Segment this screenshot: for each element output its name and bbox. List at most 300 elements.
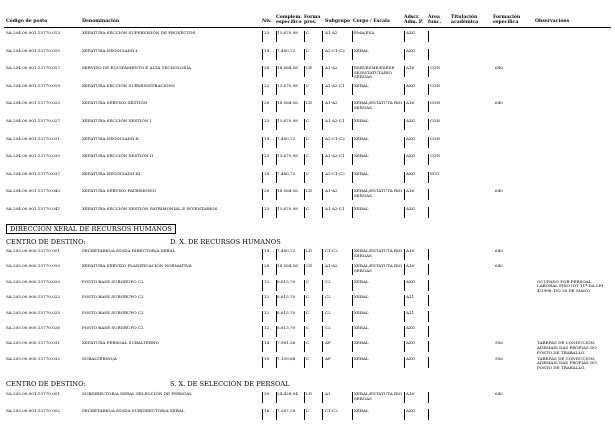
cell-corpo: XERAL bbox=[354, 153, 369, 159]
cell-name: XEFATURA SECCIÓN SUPERVISIÓN DE PROXECTOS bbox=[82, 30, 196, 35]
cell-niv: 28 bbox=[264, 65, 270, 71]
header-titulacion: Titulación académica bbox=[451, 15, 479, 25]
column-divider bbox=[352, 409, 353, 420]
column-divider bbox=[404, 392, 405, 403]
cell-comp: 6.615,70 bbox=[277, 325, 296, 330]
cell-comp: 6.615,70 bbox=[277, 294, 296, 300]
cell-niv: 23 bbox=[264, 30, 270, 35]
column-divider bbox=[262, 66, 263, 77]
cell-name: XEFATURA SECCIÓN XESTIÓN I bbox=[82, 118, 152, 123]
column-divider bbox=[428, 341, 429, 352]
column-divider bbox=[276, 264, 277, 275]
cell-sub: C2 bbox=[325, 309, 331, 315]
cell-name: SECRETARIO/A DO/DA DIRECTOR/A XERAL bbox=[82, 248, 176, 253]
cell-forma: CE bbox=[306, 263, 313, 269]
column-divider bbox=[322, 295, 323, 306]
cell-sub: AP bbox=[325, 340, 331, 346]
column-divider bbox=[322, 189, 323, 200]
cell-forma: C bbox=[306, 206, 310, 211]
column-divider bbox=[352, 264, 353, 275]
column-divider bbox=[352, 189, 353, 200]
cell-adscr: A11 bbox=[406, 309, 415, 315]
column-divider bbox=[262, 172, 263, 183]
cell-comp: 7.981,26 bbox=[277, 340, 296, 346]
cell-code: SA.204.00.001.13770.013 bbox=[6, 30, 60, 35]
column-divider bbox=[352, 326, 353, 337]
column-divider bbox=[276, 392, 277, 403]
cell-adscr: A16 bbox=[406, 65, 415, 71]
cell-code: SA.205.00.000.13770.026 bbox=[6, 325, 60, 330]
column-divider bbox=[276, 207, 277, 218]
cell-corpo: XERAL bbox=[354, 278, 369, 284]
column-divider bbox=[276, 84, 277, 95]
centro-label: CENTRO DE DESTINO: bbox=[6, 238, 86, 246]
header-formacion: Formación específica bbox=[493, 15, 521, 25]
cell-corpo: XERAL/ESTATUTA RIO SERGAS bbox=[354, 391, 403, 401]
cell-adscr: AXG bbox=[406, 47, 416, 53]
cell-niv: 28 bbox=[264, 100, 270, 106]
cell-sub: A1-A2-C1 bbox=[325, 118, 345, 123]
cell-adscr: A16 bbox=[406, 391, 415, 396]
cell-form: 956 bbox=[495, 355, 503, 361]
column-divider bbox=[404, 101, 405, 112]
column-divider bbox=[322, 172, 323, 183]
cell-area: CON bbox=[430, 100, 441, 106]
cell-adscr: AXG bbox=[406, 82, 416, 88]
cell-corpo: XERAL/ESTATUTA RIO SERGAS bbox=[354, 248, 403, 258]
column-divider bbox=[322, 280, 323, 291]
cell-name: XEFATURA NEGOCIADO III bbox=[82, 170, 141, 176]
column-divider bbox=[262, 189, 263, 200]
cell-code: SA.205.00.000.13770.010 bbox=[6, 263, 60, 269]
column-divider bbox=[322, 66, 323, 77]
cell-forma: C bbox=[306, 278, 310, 284]
column-divider bbox=[322, 207, 323, 218]
cell-adscr: A16 bbox=[406, 188, 415, 194]
column-divider bbox=[322, 49, 323, 60]
column-divider bbox=[276, 49, 277, 60]
cell-corpo: XERAL bbox=[354, 325, 369, 330]
column-divider bbox=[262, 119, 263, 130]
column-divider bbox=[304, 84, 305, 95]
column-divider bbox=[322, 357, 323, 368]
column-divider bbox=[276, 66, 277, 77]
cell-comp: 24.428,04 bbox=[277, 391, 298, 396]
column-divider bbox=[304, 409, 305, 420]
cell-niv: 18 bbox=[264, 47, 270, 53]
header-area: Área func. bbox=[428, 15, 442, 25]
cell-forma: C bbox=[306, 294, 310, 300]
column-divider bbox=[322, 392, 323, 403]
column-divider bbox=[352, 295, 353, 306]
cell-corpo: XERAL/ESTATUTA RIO SERGAS bbox=[354, 263, 403, 273]
cell-comp: 7.480,72 bbox=[277, 47, 296, 53]
column-divider bbox=[276, 154, 277, 165]
column-divider bbox=[262, 264, 263, 275]
column-divider bbox=[262, 207, 263, 218]
cell-forma: C bbox=[306, 118, 310, 123]
column-divider bbox=[404, 84, 405, 95]
column-divider bbox=[262, 280, 263, 291]
column-divider bbox=[428, 249, 429, 260]
column-divider bbox=[322, 84, 323, 95]
column-divider bbox=[404, 207, 405, 218]
cell-comp: 13.670,98 bbox=[277, 30, 298, 35]
column-divider bbox=[304, 172, 305, 183]
cell-niv: 12 bbox=[264, 309, 270, 315]
cell-niv: 23 bbox=[264, 206, 270, 211]
column-divider bbox=[322, 341, 323, 352]
cell-forma: C bbox=[306, 82, 310, 88]
column-divider bbox=[404, 49, 405, 60]
column-divider bbox=[352, 154, 353, 165]
cell-code: SA.204.00.001.13770.043 bbox=[6, 188, 60, 194]
cell-name: SERVIZO DE EQUIPAMENTO E ALTA TECNOLOXÍA bbox=[82, 65, 191, 71]
column-divider bbox=[352, 66, 353, 77]
cell-adscr: AXG bbox=[406, 355, 416, 361]
cell-comp: 18.564,56 bbox=[277, 65, 298, 71]
header-denominacion: Denominación bbox=[82, 19, 120, 24]
cell-forma: C bbox=[306, 47, 310, 53]
column-divider bbox=[404, 264, 405, 275]
cell-form: 640 bbox=[495, 188, 503, 194]
cell-niv: 18 bbox=[264, 170, 270, 176]
column-divider bbox=[304, 154, 305, 165]
cell-name: XEFATURA SERVIZO XESTIÓN bbox=[82, 100, 148, 106]
cell-code: SA.205.00.000.13770.022 bbox=[6, 294, 60, 300]
cell-form: 640 bbox=[495, 65, 503, 71]
cell-niv: 18 bbox=[264, 248, 270, 253]
column-divider bbox=[304, 264, 305, 275]
cell-name: XEFATURA SECCIÓN SUBMINISTRACIÓNS bbox=[82, 82, 175, 88]
cell-niv: 12 bbox=[264, 294, 270, 300]
column-divider bbox=[404, 31, 405, 42]
cell-code: SA.204.00.001.13770.017 bbox=[6, 65, 60, 71]
cell-corpo: XERAL bbox=[354, 82, 369, 88]
column-divider bbox=[404, 137, 405, 148]
cell-sub: C2 bbox=[325, 278, 331, 284]
column-divider bbox=[322, 409, 323, 420]
cell-code: SA.204.00.001.13770.035 bbox=[6, 153, 60, 159]
column-divider bbox=[276, 357, 277, 368]
column-divider bbox=[304, 207, 305, 218]
column-divider bbox=[404, 357, 405, 368]
column-divider bbox=[276, 326, 277, 337]
header-observacions: Observacións bbox=[535, 19, 570, 24]
column-divider bbox=[304, 341, 305, 352]
cell-code: SA.205.00.000.13770.025 bbox=[6, 309, 60, 315]
column-divider bbox=[404, 119, 405, 130]
column-divider bbox=[304, 189, 305, 200]
cell-sub: A1-A2 bbox=[325, 100, 338, 106]
cell-adscr: AXG bbox=[406, 408, 416, 413]
cell-comp: 7.267,28 bbox=[277, 408, 296, 413]
column-divider bbox=[262, 341, 263, 352]
cell-corpo: EME/ESME/ESESE SE/ESTATUTARIO SERGAS bbox=[354, 65, 395, 80]
column-divider bbox=[322, 264, 323, 275]
column-divider bbox=[428, 137, 429, 148]
cell-name: XEFATURA SECCIÓN XESTIÓN II bbox=[82, 153, 154, 159]
cell-sub: A1-A2 bbox=[325, 188, 338, 194]
column-divider bbox=[428, 49, 429, 60]
header-codigo: Código de posto bbox=[6, 19, 48, 24]
cell-code: SA.205.00.000.13770.032 bbox=[6, 355, 60, 361]
cell-forma: LD bbox=[306, 391, 313, 396]
cell-name: POSTO BASE SUBGRUPO C2 bbox=[82, 294, 144, 300]
column-divider bbox=[404, 409, 405, 420]
cell-form: 956 bbox=[495, 340, 503, 346]
column-divider bbox=[428, 280, 429, 291]
cell-sub: A1-A2-C1 bbox=[325, 206, 345, 211]
cell-comp: 7.480,72 bbox=[277, 248, 296, 253]
column-divider bbox=[322, 326, 323, 337]
column-divider bbox=[404, 311, 405, 322]
cell-niv: 12 bbox=[264, 278, 270, 284]
cell-name: XEFATURA NEGOCIADO I bbox=[82, 47, 138, 53]
header-forma: Forma prov. bbox=[304, 15, 321, 25]
header-rule bbox=[4, 27, 611, 28]
column-divider bbox=[428, 311, 429, 322]
cell-adscr: AXG bbox=[406, 325, 416, 330]
cell-comp: 7.109,68 bbox=[277, 355, 296, 361]
cell-adscr: A16 bbox=[406, 263, 415, 269]
cell-comp: 18.564,56 bbox=[277, 263, 298, 269]
cell-forma: C bbox=[306, 170, 310, 176]
column-divider bbox=[404, 172, 405, 183]
column-divider bbox=[262, 295, 263, 306]
cell-comp: 18.564,56 bbox=[277, 188, 298, 194]
column-divider bbox=[428, 392, 429, 403]
cell-forma: C bbox=[306, 30, 310, 35]
cell-forma: C bbox=[306, 309, 310, 315]
cell-name: SUBDIRECTOR/A XERAL SELECCIÓN DE PERSOAL bbox=[82, 391, 192, 396]
column-divider bbox=[428, 295, 429, 306]
column-divider bbox=[404, 295, 405, 306]
cell-niv: 18 bbox=[264, 135, 270, 141]
column-divider bbox=[322, 311, 323, 322]
cell-sub: A1-A2 bbox=[325, 263, 338, 269]
column-divider bbox=[322, 119, 323, 130]
cell-niv: 10 bbox=[264, 355, 270, 361]
cell-corpo: XERAL/ESTATUTA RIO SERGAS bbox=[354, 100, 403, 110]
column-divider bbox=[304, 119, 305, 130]
cell-forma: CE bbox=[306, 100, 313, 106]
centro-destino-1 bbox=[6, 238, 281, 246]
cell-niv: 14 bbox=[264, 340, 270, 346]
cell-niv: 23 bbox=[264, 118, 270, 123]
cell-name: XEFATURA NEGOCIADO II bbox=[82, 135, 139, 141]
column-divider bbox=[304, 295, 305, 306]
column-divider bbox=[262, 357, 263, 368]
column-divider bbox=[276, 341, 277, 352]
column-divider bbox=[276, 249, 277, 260]
cell-area: CON bbox=[430, 82, 441, 88]
column-divider bbox=[304, 49, 305, 60]
cell-obs: TAREFAS DE CONDUCIÓN, ADEMAIS DAS PROPIAS DO POSTO DE TRABALLO. bbox=[537, 340, 597, 355]
column-divider bbox=[404, 154, 405, 165]
cell-sub: C2 bbox=[325, 325, 331, 330]
cell-sub: A1-A2-C1 bbox=[325, 82, 345, 88]
cell-corpo: XERAL bbox=[354, 355, 369, 361]
cell-forma: C bbox=[306, 408, 310, 413]
column-divider bbox=[262, 409, 263, 420]
cell-code: SA.205.00.000.13770.020 bbox=[6, 278, 60, 284]
column-divider bbox=[428, 326, 429, 337]
cell-niv: 28 bbox=[264, 188, 270, 194]
table-row bbox=[0, 409, 615, 433]
column-divider bbox=[404, 326, 405, 337]
cell-comp: 7.480,72 bbox=[277, 170, 296, 176]
cell-code: SA.205.00.001.13770.001 bbox=[6, 391, 60, 396]
cell-niv: 23 bbox=[264, 82, 270, 88]
cell-code: SA.204.00.001.13770.015 bbox=[6, 47, 60, 53]
column-divider bbox=[428, 31, 429, 42]
column-divider bbox=[262, 137, 263, 148]
cell-code: SA.205.00.000.13770.031 bbox=[6, 340, 60, 346]
column-divider bbox=[276, 137, 277, 148]
column-divider bbox=[276, 280, 277, 291]
column-divider bbox=[276, 311, 277, 322]
cell-corpo: XERAL bbox=[354, 408, 369, 413]
column-divider bbox=[352, 49, 353, 60]
column-divider bbox=[304, 31, 305, 42]
column-divider bbox=[276, 409, 277, 420]
column-divider bbox=[304, 357, 305, 368]
column-divider bbox=[352, 119, 353, 130]
cell-corpo: XERAL bbox=[354, 206, 369, 211]
cell-sub: A1-A2 bbox=[325, 65, 338, 71]
cell-corpo: XERAL bbox=[354, 294, 369, 300]
column-divider bbox=[428, 172, 429, 183]
cell-name: XEFATURA SECCIÓN XESTIÓN PATRIMONIAL E INVENTARIOS bbox=[82, 206, 218, 211]
cell-adscr: AXG bbox=[406, 340, 416, 346]
column-divider bbox=[262, 101, 263, 112]
column-divider bbox=[428, 409, 429, 420]
column-divider bbox=[262, 84, 263, 95]
column-divider bbox=[428, 357, 429, 368]
header-complem: Complem. específico bbox=[276, 15, 302, 25]
column-divider bbox=[304, 66, 305, 77]
cell-comp: 18.564,56 bbox=[277, 100, 298, 106]
column-divider bbox=[404, 189, 405, 200]
cell-code: SA.204.00.001.13770.027 bbox=[6, 118, 60, 123]
cell-form: 640 bbox=[495, 248, 503, 253]
column-divider bbox=[428, 154, 429, 165]
column-divider bbox=[404, 341, 405, 352]
centro-destino-2 bbox=[6, 380, 290, 388]
column-divider bbox=[352, 341, 353, 352]
cell-obs: TAREFAS DE CONDUCIÓN, ADEMAIS DAS PROPIAS DO POSTO DE TRABALLO. bbox=[537, 355, 597, 370]
cell-forma: C bbox=[306, 355, 310, 361]
cell-forma: C bbox=[306, 340, 310, 346]
cell-sub: A2-C1-C2 bbox=[325, 170, 345, 176]
column-divider bbox=[404, 249, 405, 260]
column-divider bbox=[428, 84, 429, 95]
cell-area: CON bbox=[430, 118, 441, 123]
cell-comp: 6.615,70 bbox=[277, 309, 296, 315]
cell-sub: A2-C1-C2 bbox=[325, 47, 345, 53]
cell-adscr: AXG bbox=[406, 135, 416, 141]
column-divider bbox=[304, 326, 305, 337]
column-divider bbox=[352, 392, 353, 403]
column-divider bbox=[276, 295, 277, 306]
column-divider bbox=[262, 249, 263, 260]
column-divider bbox=[428, 119, 429, 130]
column-divider bbox=[428, 264, 429, 275]
cell-obs: OCUPADO POR PERSOAL LABORAL FIXO (DT 11ª DA LEI 4/1988, DO 26 DE MAIO). bbox=[537, 278, 604, 293]
cell-code: SA.204.00.001.13770.019 bbox=[6, 82, 60, 88]
column-divider bbox=[262, 49, 263, 60]
cell-name: POSTO BASE SUBGRUPO C2 bbox=[82, 278, 144, 284]
column-divider bbox=[428, 66, 429, 77]
column-divider bbox=[304, 101, 305, 112]
column-divider bbox=[276, 119, 277, 130]
cell-forma: C bbox=[306, 153, 310, 159]
cell-adscr: AXG bbox=[406, 206, 416, 211]
cell-forma: C bbox=[306, 325, 310, 330]
header-niv: Niv. bbox=[262, 19, 272, 24]
cell-name: XEFATURA SERVIZO PLANIFICACIÓN NORMATIVA bbox=[82, 263, 192, 269]
column-divider bbox=[352, 249, 353, 260]
cell-forma: LD bbox=[306, 248, 313, 253]
cell-adscr: AXG bbox=[406, 153, 416, 159]
cell-code: SA.204.00.001.13770.047 bbox=[6, 206, 60, 211]
cell-forma: C bbox=[306, 135, 310, 141]
cell-corpo: XERAL bbox=[354, 135, 369, 141]
cell-niv: 16 bbox=[264, 408, 270, 413]
header-subgrupo: Subgrupo bbox=[325, 19, 351, 24]
cell-corpo: XERAL bbox=[354, 340, 369, 346]
column-divider bbox=[352, 357, 353, 368]
cell-corpo: XERAL bbox=[354, 309, 369, 315]
cell-niv: 12 bbox=[264, 325, 270, 330]
column-divider bbox=[428, 189, 429, 200]
cell-adscr: A11 bbox=[406, 294, 415, 300]
column-divider bbox=[304, 249, 305, 260]
cell-code: SA.204.00.001.13770.023 bbox=[6, 100, 60, 106]
column-divider bbox=[262, 392, 263, 403]
column-divider bbox=[322, 154, 323, 165]
cell-adscr: AXG bbox=[406, 30, 416, 35]
cell-corpo: XERAL bbox=[354, 118, 369, 123]
column-divider bbox=[304, 137, 305, 148]
column-divider bbox=[352, 137, 353, 148]
cell-name: XEFATURA SERVIZO PATRIMONIO bbox=[82, 188, 157, 194]
cell-comp: 7.480,72 bbox=[277, 135, 296, 141]
column-divider bbox=[276, 101, 277, 112]
cell-adscr: AXG bbox=[406, 170, 416, 176]
cell-corpo: XERAL bbox=[354, 170, 369, 176]
column-divider bbox=[428, 101, 429, 112]
centro-label: CENTRO DE DESTINO: bbox=[6, 380, 86, 388]
cell-area: CON bbox=[430, 65, 441, 71]
cell-form: 640 bbox=[495, 391, 503, 396]
column-divider bbox=[322, 137, 323, 148]
cell-code: SA.205.00.000.13770.001 bbox=[6, 248, 60, 253]
column-divider bbox=[304, 280, 305, 291]
column-divider bbox=[428, 207, 429, 218]
cell-adscr: AXG bbox=[406, 278, 416, 284]
column-divider bbox=[304, 311, 305, 322]
cell-comp: 13.670,98 bbox=[277, 153, 298, 159]
column-divider bbox=[262, 154, 263, 165]
column-divider bbox=[352, 172, 353, 183]
column-divider bbox=[262, 31, 263, 42]
column-divider bbox=[262, 311, 263, 322]
cell-niv: 23 bbox=[264, 153, 270, 159]
column-divider bbox=[262, 326, 263, 337]
cell-adscr: A16 bbox=[406, 248, 415, 253]
